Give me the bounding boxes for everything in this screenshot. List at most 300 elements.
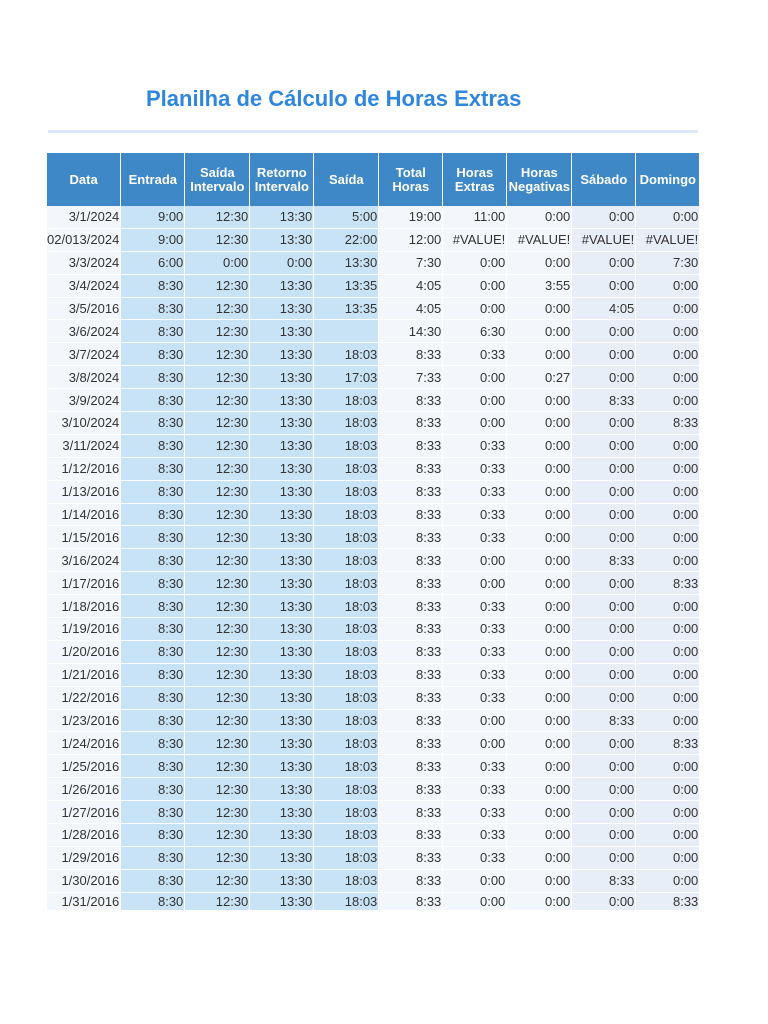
cell-retorno-intervalo[interactable]: 13:30 bbox=[250, 732, 314, 755]
cell-saida[interactable]: 18:03 bbox=[314, 801, 379, 824]
cell-saida-intervalo[interactable]: 12:30 bbox=[185, 709, 250, 732]
cell-saida-intervalo[interactable]: 12:30 bbox=[185, 366, 250, 389]
cell-horas-negativas[interactable]: 0:00 bbox=[507, 526, 572, 549]
cell-saida-intervalo[interactable]: 12:30 bbox=[185, 480, 250, 503]
cell-entrada[interactable]: 8:30 bbox=[121, 869, 185, 892]
cell-horas-extras[interactable]: 0:33 bbox=[443, 595, 507, 618]
cell-horas-negativas[interactable]: 0:00 bbox=[507, 778, 572, 801]
cell-total-horas[interactable]: 8:33 bbox=[379, 595, 443, 618]
cell-horas-extras[interactable]: 0:33 bbox=[443, 846, 507, 869]
cell-sabado[interactable]: 0:00 bbox=[572, 892, 636, 910]
cell-retorno-intervalo[interactable]: 13:30 bbox=[250, 663, 314, 686]
cell-data[interactable]: 1/23/2016 bbox=[47, 709, 121, 732]
cell-total-horas[interactable]: 8:33 bbox=[379, 869, 443, 892]
cell-horas-negativas[interactable]: 0:00 bbox=[507, 709, 572, 732]
cell-total-horas[interactable]: 7:33 bbox=[379, 366, 443, 389]
cell-total-horas[interactable]: 7:30 bbox=[379, 251, 443, 274]
cell-data[interactable]: 3/9/2024 bbox=[47, 389, 121, 412]
cell-total-horas[interactable]: 4:05 bbox=[379, 274, 443, 297]
cell-saida-intervalo[interactable]: 12:30 bbox=[185, 778, 250, 801]
cell-horas-extras[interactable]: 0:00 bbox=[443, 869, 507, 892]
cell-sabado[interactable]: 8:33 bbox=[572, 549, 636, 572]
cell-horas-negativas[interactable]: 0:00 bbox=[507, 755, 572, 778]
cell-saida-intervalo[interactable]: 12:30 bbox=[185, 869, 250, 892]
cell-domingo[interactable]: 0:00 bbox=[636, 618, 700, 641]
cell-sabado[interactable]: 0:00 bbox=[572, 595, 636, 618]
cell-saida[interactable]: 18:03 bbox=[314, 343, 379, 366]
cell-saida[interactable]: 22:00 bbox=[314, 228, 379, 251]
cell-data[interactable]: 1/22/2016 bbox=[47, 686, 121, 709]
cell-data[interactable]: 02/013/2024 bbox=[47, 228, 121, 251]
cell-total-horas[interactable]: 8:33 bbox=[379, 892, 443, 910]
cell-total-horas[interactable]: 8:33 bbox=[379, 709, 443, 732]
cell-entrada[interactable]: 8:30 bbox=[121, 686, 185, 709]
cell-horas-negativas[interactable]: 0:00 bbox=[507, 572, 572, 595]
cell-retorno-intervalo[interactable]: 13:30 bbox=[250, 320, 314, 343]
cell-total-horas[interactable]: 8:33 bbox=[379, 549, 443, 572]
cell-total-horas[interactable]: 8:33 bbox=[379, 526, 443, 549]
cell-horas-negativas[interactable]: #VALUE! bbox=[507, 228, 572, 251]
cell-total-horas[interactable]: 8:33 bbox=[379, 640, 443, 663]
cell-total-horas[interactable]: 8:33 bbox=[379, 389, 443, 412]
cell-horas-extras[interactable]: 0:00 bbox=[443, 549, 507, 572]
cell-saida[interactable]: 18:03 bbox=[314, 434, 379, 457]
cell-domingo[interactable]: 0:00 bbox=[636, 846, 700, 869]
cell-retorno-intervalo[interactable]: 13:30 bbox=[250, 595, 314, 618]
cell-data[interactable]: 1/31/2016 bbox=[47, 892, 121, 910]
cell-entrada[interactable]: 8:30 bbox=[121, 732, 185, 755]
cell-saida-intervalo[interactable]: 12:30 bbox=[185, 503, 250, 526]
cell-horas-negativas[interactable]: 0:00 bbox=[507, 297, 572, 320]
cell-horas-negativas[interactable]: 0:00 bbox=[507, 732, 572, 755]
cell-retorno-intervalo[interactable]: 13:30 bbox=[250, 801, 314, 824]
cell-saida-intervalo[interactable]: 12:30 bbox=[185, 824, 250, 847]
cell-sabado[interactable]: 0:00 bbox=[572, 503, 636, 526]
cell-domingo[interactable]: 0:00 bbox=[636, 869, 700, 892]
cell-retorno-intervalo[interactable]: 13:30 bbox=[250, 434, 314, 457]
cell-saida-intervalo[interactable]: 12:30 bbox=[185, 434, 250, 457]
cell-domingo[interactable]: 8:33 bbox=[636, 412, 700, 435]
cell-saida-intervalo[interactable]: 12:30 bbox=[185, 801, 250, 824]
cell-horas-negativas[interactable]: 3:55 bbox=[507, 274, 572, 297]
cell-retorno-intervalo[interactable]: 13:30 bbox=[250, 526, 314, 549]
cell-horas-negativas[interactable]: 0:00 bbox=[507, 503, 572, 526]
cell-entrada[interactable]: 8:30 bbox=[121, 434, 185, 457]
cell-domingo[interactable]: 8:33 bbox=[636, 892, 700, 910]
cell-sabado[interactable]: 0:00 bbox=[572, 412, 636, 435]
column-header-sabado[interactable] bbox=[572, 153, 636, 206]
cell-domingo[interactable]: 0:00 bbox=[636, 503, 700, 526]
cell-horas-negativas[interactable]: 0:00 bbox=[507, 412, 572, 435]
cell-sabado[interactable]: 0:00 bbox=[572, 618, 636, 641]
cell-saida-intervalo[interactable]: 12:30 bbox=[185, 572, 250, 595]
cell-saida-intervalo[interactable]: 12:30 bbox=[185, 412, 250, 435]
cell-data[interactable]: 1/21/2016 bbox=[47, 663, 121, 686]
cell-entrada[interactable]: 8:30 bbox=[121, 640, 185, 663]
cell-saida-intervalo[interactable]: 12:30 bbox=[185, 389, 250, 412]
cell-data[interactable]: 1/17/2016 bbox=[47, 572, 121, 595]
column-header-saida[interactable] bbox=[314, 153, 379, 206]
cell-retorno-intervalo[interactable]: 13:30 bbox=[250, 366, 314, 389]
cell-data[interactable]: 3/6/2024 bbox=[47, 320, 121, 343]
cell-sabado[interactable]: 0:00 bbox=[572, 778, 636, 801]
cell-saida-intervalo[interactable]: 12:30 bbox=[185, 297, 250, 320]
cell-horas-negativas[interactable]: 0:00 bbox=[507, 457, 572, 480]
column-header-data[interactable] bbox=[47, 153, 121, 206]
cell-entrada[interactable]: 8:30 bbox=[121, 846, 185, 869]
cell-data[interactable]: 3/5/2016 bbox=[47, 297, 121, 320]
cell-retorno-intervalo[interactable]: 13:30 bbox=[250, 228, 314, 251]
cell-retorno-intervalo[interactable]: 13:30 bbox=[250, 709, 314, 732]
cell-sabado[interactable]: 0:00 bbox=[572, 251, 636, 274]
cell-horas-negativas[interactable]: 0:00 bbox=[507, 251, 572, 274]
cell-horas-negativas[interactable]: 0:00 bbox=[507, 801, 572, 824]
cell-domingo[interactable]: 0:00 bbox=[636, 824, 700, 847]
cell-domingo[interactable]: 0:00 bbox=[636, 526, 700, 549]
cell-saida[interactable]: 18:03 bbox=[314, 663, 379, 686]
cell-horas-extras[interactable]: 0:00 bbox=[443, 732, 507, 755]
cell-saida[interactable]: 5:00 bbox=[314, 206, 379, 228]
cell-retorno-intervalo[interactable]: 13:30 bbox=[250, 549, 314, 572]
cell-total-horas[interactable]: 8:33 bbox=[379, 755, 443, 778]
cell-horas-extras[interactable]: 0:33 bbox=[443, 663, 507, 686]
cell-horas-extras[interactable]: 0:00 bbox=[443, 892, 507, 910]
cell-retorno-intervalo[interactable]: 13:30 bbox=[250, 892, 314, 910]
cell-saida-intervalo[interactable]: 12:30 bbox=[185, 549, 250, 572]
cell-entrada[interactable]: 8:30 bbox=[121, 824, 185, 847]
cell-saida[interactable]: 18:03 bbox=[314, 618, 379, 641]
cell-horas-negativas[interactable]: 0:00 bbox=[507, 824, 572, 847]
cell-data[interactable]: 3/1/2024 bbox=[47, 206, 121, 228]
cell-saida-intervalo[interactable]: 12:30 bbox=[185, 755, 250, 778]
cell-entrada[interactable]: 8:30 bbox=[121, 755, 185, 778]
cell-data[interactable]: 1/26/2016 bbox=[47, 778, 121, 801]
cell-horas-negativas[interactable]: 0:00 bbox=[507, 846, 572, 869]
cell-entrada[interactable]: 8:30 bbox=[121, 549, 185, 572]
cell-retorno-intervalo[interactable]: 13:30 bbox=[250, 480, 314, 503]
cell-sabado[interactable]: 0:00 bbox=[572, 801, 636, 824]
cell-saida[interactable]: 18:03 bbox=[314, 755, 379, 778]
cell-entrada[interactable]: 8:30 bbox=[121, 526, 185, 549]
cell-horas-negativas[interactable]: 0:00 bbox=[507, 320, 572, 343]
cell-data[interactable]: 1/29/2016 bbox=[47, 846, 121, 869]
cell-sabado[interactable]: 0:00 bbox=[572, 366, 636, 389]
cell-saida[interactable]: 18:03 bbox=[314, 480, 379, 503]
cell-entrada[interactable]: 8:30 bbox=[121, 663, 185, 686]
cell-saida[interactable]: 18:03 bbox=[314, 503, 379, 526]
cell-total-horas[interactable]: 12:00 bbox=[379, 228, 443, 251]
cell-entrada[interactable]: 9:00 bbox=[121, 228, 185, 251]
cell-retorno-intervalo[interactable]: 13:30 bbox=[250, 343, 314, 366]
cell-horas-negativas[interactable]: 0:00 bbox=[507, 686, 572, 709]
cell-sabado[interactable]: 0:00 bbox=[572, 343, 636, 366]
cell-domingo[interactable]: 0:00 bbox=[636, 686, 700, 709]
cell-horas-extras[interactable]: 0:00 bbox=[443, 366, 507, 389]
cell-saida[interactable]: 18:03 bbox=[314, 709, 379, 732]
cell-horas-negativas[interactable]: 0:00 bbox=[507, 595, 572, 618]
cell-horas-negativas[interactable]: 0:00 bbox=[507, 640, 572, 663]
cell-entrada[interactable]: 8:30 bbox=[121, 503, 185, 526]
cell-horas-negativas[interactable]: 0:00 bbox=[507, 618, 572, 641]
cell-total-horas[interactable]: 19:00 bbox=[379, 206, 443, 228]
cell-data[interactable]: 1/12/2016 bbox=[47, 457, 121, 480]
cell-saida[interactable]: 18:03 bbox=[314, 732, 379, 755]
cell-total-horas[interactable]: 8:33 bbox=[379, 663, 443, 686]
cell-horas-extras[interactable]: 0:33 bbox=[443, 457, 507, 480]
cell-retorno-intervalo[interactable]: 13:30 bbox=[250, 572, 314, 595]
cell-total-horas[interactable]: 8:33 bbox=[379, 457, 443, 480]
cell-data[interactable]: 3/10/2024 bbox=[47, 412, 121, 435]
cell-data[interactable]: 1/15/2016 bbox=[47, 526, 121, 549]
cell-horas-extras[interactable]: 0:33 bbox=[443, 503, 507, 526]
cell-saida[interactable]: 18:03 bbox=[314, 869, 379, 892]
cell-saida[interactable]: 18:03 bbox=[314, 824, 379, 847]
cell-domingo[interactable]: 8:33 bbox=[636, 572, 700, 595]
cell-entrada[interactable]: 8:30 bbox=[121, 801, 185, 824]
cell-entrada[interactable]: 8:30 bbox=[121, 366, 185, 389]
cell-total-horas[interactable]: 8:33 bbox=[379, 572, 443, 595]
cell-domingo[interactable]: 0:00 bbox=[636, 595, 700, 618]
cell-horas-negativas[interactable]: 0:00 bbox=[507, 343, 572, 366]
cell-domingo[interactable]: 0:00 bbox=[636, 480, 700, 503]
cell-horas-extras[interactable]: 0:33 bbox=[443, 618, 507, 641]
cell-retorno-intervalo[interactable]: 13:30 bbox=[250, 824, 314, 847]
cell-horas-extras[interactable]: 6:30 bbox=[443, 320, 507, 343]
cell-sabado[interactable]: 8:33 bbox=[572, 869, 636, 892]
cell-saida[interactable]: 18:03 bbox=[314, 412, 379, 435]
cell-entrada[interactable]: 9:00 bbox=[121, 206, 185, 228]
cell-saida-intervalo[interactable]: 12:30 bbox=[185, 320, 250, 343]
cell-retorno-intervalo[interactable]: 0:00 bbox=[250, 251, 314, 274]
cell-data[interactable]: 1/18/2016 bbox=[47, 595, 121, 618]
cell-entrada[interactable]: 8:30 bbox=[121, 343, 185, 366]
cell-horas-extras[interactable]: 0:00 bbox=[443, 389, 507, 412]
cell-domingo[interactable]: 0:00 bbox=[636, 663, 700, 686]
cell-saida[interactable]: 18:03 bbox=[314, 457, 379, 480]
cell-domingo[interactable]: 0:00 bbox=[636, 366, 700, 389]
cell-data[interactable]: 1/25/2016 bbox=[47, 755, 121, 778]
cell-total-horas[interactable]: 8:33 bbox=[379, 824, 443, 847]
cell-saida-intervalo[interactable]: 12:30 bbox=[185, 526, 250, 549]
cell-data[interactable]: 1/13/2016 bbox=[47, 480, 121, 503]
cell-total-horas[interactable]: 8:33 bbox=[379, 732, 443, 755]
cell-horas-extras[interactable]: 0:33 bbox=[443, 686, 507, 709]
cell-horas-negativas[interactable]: 0:00 bbox=[507, 549, 572, 572]
cell-horas-extras[interactable]: 0:00 bbox=[443, 572, 507, 595]
cell-data[interactable]: 3/4/2024 bbox=[47, 274, 121, 297]
cell-retorno-intervalo[interactable]: 13:30 bbox=[250, 389, 314, 412]
cell-saida[interactable] bbox=[314, 320, 379, 343]
cell-domingo[interactable]: 0:00 bbox=[636, 206, 700, 228]
cell-horas-negativas[interactable]: 0:00 bbox=[507, 389, 572, 412]
cell-sabado[interactable]: 0:00 bbox=[572, 274, 636, 297]
cell-horas-extras[interactable]: 0:33 bbox=[443, 526, 507, 549]
cell-saida-intervalo[interactable]: 0:00 bbox=[185, 251, 250, 274]
cell-total-horas[interactable]: 8:33 bbox=[379, 846, 443, 869]
cell-saida-intervalo[interactable]: 12:30 bbox=[185, 274, 250, 297]
cell-saida-intervalo[interactable]: 12:30 bbox=[185, 595, 250, 618]
cell-data[interactable]: 1/27/2016 bbox=[47, 801, 121, 824]
cell-horas-negativas[interactable]: 0:00 bbox=[507, 480, 572, 503]
column-header-saida-intervalo[interactable] bbox=[185, 153, 250, 206]
cell-sabado[interactable]: 0:00 bbox=[572, 640, 636, 663]
cell-horas-extras[interactable]: 0:33 bbox=[443, 343, 507, 366]
cell-saida[interactable]: 18:03 bbox=[314, 389, 379, 412]
cell-sabado[interactable]: 0:00 bbox=[572, 686, 636, 709]
cell-domingo[interactable]: 0:00 bbox=[636, 297, 700, 320]
cell-total-horas[interactable]: 8:33 bbox=[379, 503, 443, 526]
cell-retorno-intervalo[interactable]: 13:30 bbox=[250, 412, 314, 435]
cell-entrada[interactable]: 8:30 bbox=[121, 297, 185, 320]
cell-entrada[interactable]: 8:30 bbox=[121, 274, 185, 297]
cell-data[interactable]: 3/16/2024 bbox=[47, 549, 121, 572]
cell-retorno-intervalo[interactable]: 13:30 bbox=[250, 297, 314, 320]
cell-entrada[interactable]: 8:30 bbox=[121, 709, 185, 732]
cell-sabado[interactable]: 0:00 bbox=[572, 572, 636, 595]
cell-horas-negativas[interactable]: 0:00 bbox=[507, 434, 572, 457]
column-header-domingo[interactable] bbox=[636, 153, 700, 206]
cell-saida[interactable]: 13:35 bbox=[314, 274, 379, 297]
cell-total-horas[interactable]: 8:33 bbox=[379, 412, 443, 435]
cell-data[interactable]: 3/11/2024 bbox=[47, 434, 121, 457]
cell-data[interactable]: 1/19/2016 bbox=[47, 618, 121, 641]
cell-sabado[interactable]: 0:00 bbox=[572, 846, 636, 869]
cell-sabado[interactable]: 0:00 bbox=[572, 206, 636, 228]
cell-horas-extras[interactable]: 0:00 bbox=[443, 709, 507, 732]
cell-data[interactable]: 3/3/2024 bbox=[47, 251, 121, 274]
cell-retorno-intervalo[interactable]: 13:30 bbox=[250, 618, 314, 641]
cell-saida-intervalo[interactable]: 12:30 bbox=[185, 206, 250, 228]
cell-data[interactable]: 1/20/2016 bbox=[47, 640, 121, 663]
cell-entrada[interactable]: 8:30 bbox=[121, 572, 185, 595]
cell-sabado[interactable]: 0:00 bbox=[572, 320, 636, 343]
cell-saida[interactable]: 17:03 bbox=[314, 366, 379, 389]
cell-saida-intervalo[interactable]: 12:30 bbox=[185, 457, 250, 480]
cell-saida[interactable]: 18:03 bbox=[314, 892, 379, 910]
cell-saida[interactable]: 18:03 bbox=[314, 549, 379, 572]
cell-horas-extras[interactable]: #VALUE! bbox=[443, 228, 507, 251]
cell-horas-extras[interactable]: 11:00 bbox=[443, 206, 507, 228]
cell-sabado[interactable]: 0:00 bbox=[572, 663, 636, 686]
cell-total-horas[interactable]: 8:33 bbox=[379, 686, 443, 709]
cell-domingo[interactable]: 7:30 bbox=[636, 251, 700, 274]
cell-sabado[interactable]: 0:00 bbox=[572, 824, 636, 847]
cell-entrada[interactable]: 8:30 bbox=[121, 595, 185, 618]
cell-saida[interactable]: 18:03 bbox=[314, 778, 379, 801]
cell-domingo[interactable]: 0:00 bbox=[636, 274, 700, 297]
cell-sabado[interactable]: 0:00 bbox=[572, 755, 636, 778]
cell-entrada[interactable]: 8:30 bbox=[121, 892, 185, 910]
cell-saida-intervalo[interactable]: 12:30 bbox=[185, 846, 250, 869]
cell-horas-extras[interactable]: 0:33 bbox=[443, 801, 507, 824]
cell-horas-extras[interactable]: 0:33 bbox=[443, 824, 507, 847]
cell-data[interactable]: 1/30/2016 bbox=[47, 869, 121, 892]
cell-total-horas[interactable]: 8:33 bbox=[379, 801, 443, 824]
cell-domingo[interactable]: 0:00 bbox=[636, 434, 700, 457]
cell-sabado[interactable]: 4:05 bbox=[572, 297, 636, 320]
cell-entrada[interactable]: 8:30 bbox=[121, 618, 185, 641]
cell-entrada[interactable]: 8:30 bbox=[121, 320, 185, 343]
cell-entrada[interactable]: 8:30 bbox=[121, 778, 185, 801]
cell-domingo[interactable]: 0:00 bbox=[636, 778, 700, 801]
cell-retorno-intervalo[interactable]: 13:30 bbox=[250, 755, 314, 778]
cell-saida-intervalo[interactable]: 12:30 bbox=[185, 618, 250, 641]
cell-horas-extras[interactable]: 0:00 bbox=[443, 274, 507, 297]
cell-saida[interactable]: 18:03 bbox=[314, 595, 379, 618]
cell-saida-intervalo[interactable]: 12:30 bbox=[185, 663, 250, 686]
cell-domingo[interactable]: 0:00 bbox=[636, 755, 700, 778]
cell-domingo[interactable]: 0:00 bbox=[636, 457, 700, 480]
cell-horas-negativas[interactable]: 0:00 bbox=[507, 206, 572, 228]
cell-total-horas[interactable]: 8:33 bbox=[379, 434, 443, 457]
cell-domingo[interactable]: 0:00 bbox=[636, 389, 700, 412]
cell-horas-extras[interactable]: 0:00 bbox=[443, 412, 507, 435]
cell-sabado[interactable]: 0:00 bbox=[572, 434, 636, 457]
cell-saida[interactable]: 18:03 bbox=[314, 686, 379, 709]
cell-entrada[interactable]: 8:30 bbox=[121, 412, 185, 435]
cell-horas-negativas[interactable]: 0:00 bbox=[507, 869, 572, 892]
cell-retorno-intervalo[interactable]: 13:30 bbox=[250, 686, 314, 709]
cell-total-horas[interactable]: 8:33 bbox=[379, 343, 443, 366]
column-header-horas-negativas[interactable] bbox=[507, 153, 572, 206]
cell-horas-extras[interactable]: 0:33 bbox=[443, 480, 507, 503]
column-header-horas-extras[interactable] bbox=[443, 153, 507, 206]
cell-sabado[interactable]: 8:33 bbox=[572, 709, 636, 732]
cell-domingo[interactable]: 0:00 bbox=[636, 801, 700, 824]
column-header-retorno-intervalo[interactable] bbox=[250, 153, 314, 206]
cell-retorno-intervalo[interactable]: 13:30 bbox=[250, 206, 314, 228]
cell-total-horas[interactable]: 4:05 bbox=[379, 297, 443, 320]
cell-sabado[interactable]: 0:00 bbox=[572, 732, 636, 755]
cell-total-horas[interactable]: 8:33 bbox=[379, 618, 443, 641]
column-header-total-horas[interactable] bbox=[379, 153, 443, 206]
cell-retorno-intervalo[interactable]: 13:30 bbox=[250, 503, 314, 526]
cell-sabado[interactable]: 0:00 bbox=[572, 457, 636, 480]
cell-domingo[interactable]: 0:00 bbox=[636, 549, 700, 572]
cell-saida-intervalo[interactable]: 12:30 bbox=[185, 640, 250, 663]
cell-horas-negativas[interactable]: 0:00 bbox=[507, 892, 572, 910]
cell-saida-intervalo[interactable]: 12:30 bbox=[185, 892, 250, 910]
cell-saida[interactable]: 18:03 bbox=[314, 526, 379, 549]
cell-entrada[interactable]: 8:30 bbox=[121, 480, 185, 503]
cell-entrada[interactable]: 8:30 bbox=[121, 389, 185, 412]
cell-total-horas[interactable]: 8:33 bbox=[379, 778, 443, 801]
cell-domingo[interactable]: 0:00 bbox=[636, 343, 700, 366]
cell-domingo[interactable]: 0:00 bbox=[636, 320, 700, 343]
cell-retorno-intervalo[interactable]: 13:30 bbox=[250, 778, 314, 801]
cell-saida-intervalo[interactable]: 12:30 bbox=[185, 228, 250, 251]
cell-horas-extras[interactable]: 0:33 bbox=[443, 778, 507, 801]
cell-retorno-intervalo[interactable]: 13:30 bbox=[250, 457, 314, 480]
cell-saida-intervalo[interactable]: 12:30 bbox=[185, 686, 250, 709]
cell-total-horas[interactable]: 8:33 bbox=[379, 480, 443, 503]
cell-retorno-intervalo[interactable]: 13:30 bbox=[250, 640, 314, 663]
cell-saida[interactable]: 18:03 bbox=[314, 572, 379, 595]
cell-horas-extras[interactable]: 0:33 bbox=[443, 640, 507, 663]
cell-retorno-intervalo[interactable]: 13:30 bbox=[250, 274, 314, 297]
cell-saida-intervalo[interactable]: 12:30 bbox=[185, 732, 250, 755]
cell-sabado[interactable]: 0:00 bbox=[572, 480, 636, 503]
cell-sabado[interactable]: #VALUE! bbox=[572, 228, 636, 251]
cell-domingo[interactable]: 0:00 bbox=[636, 709, 700, 732]
cell-data[interactable]: 1/28/2016 bbox=[47, 824, 121, 847]
cell-horas-extras[interactable]: 0:33 bbox=[443, 434, 507, 457]
cell-saida[interactable]: 18:03 bbox=[314, 640, 379, 663]
cell-total-horas[interactable]: 14:30 bbox=[379, 320, 443, 343]
cell-retorno-intervalo[interactable]: 13:30 bbox=[250, 846, 314, 869]
cell-horas-extras[interactable]: 0:00 bbox=[443, 251, 507, 274]
cell-entrada[interactable]: 6:00 bbox=[121, 251, 185, 274]
